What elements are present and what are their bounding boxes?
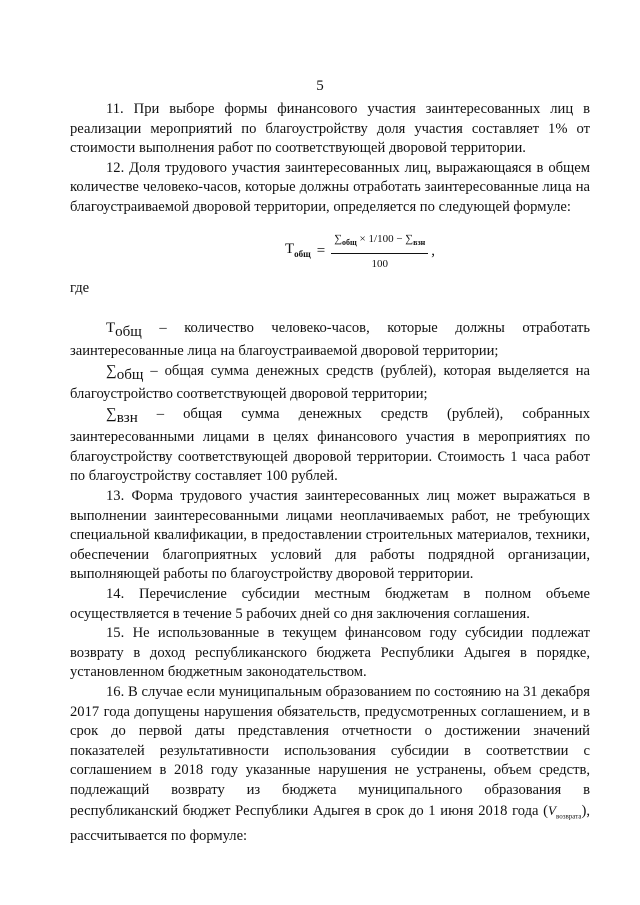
page-number: 5 [316,78,324,94]
formula-fraction [331,230,428,275]
def2-text: – общая сумма денежных средств (рублей), которая выделяется на благоустройство соответствующей дворовой территории; [70,362,590,403]
formula-times: × [356,232,369,245]
def3-symbol: ∑ [106,405,117,422]
formula-sigma-total: ∑ [334,232,343,245]
def3-text: – общая сумма денежных средств (рублей), собранных заинтересованными лицами в целях финансового участия в мероприятиях по благоустройству соответствующей дворовой территории. Стоимость 1 часа работ по благоустройству составляет 100 рублей. [70,405,590,485]
v-return-letter: V [548,802,556,818]
paragraph-15: 15. Не использованные в текущем финансовом году субсидии подлежат возврату в доход республиканского бюджета Республики Адыгея в порядке, установленном бюджетным законодательством. [70,625,590,681]
formula-equals: = [316,243,326,260]
formula-numerator [331,230,428,255]
def2-symbol: ∑ [106,362,117,379]
formula-one-hundredth: 1/100 [368,232,394,245]
formula-lhs-symbol: Т [284,240,295,257]
v-return-subscript: возврата [555,812,582,821]
formula-sigma-contrib: ∑ [405,232,414,245]
paragraph-14: 14. Перечисление субсидии местным бюджетам в полном объеме осуществляется в течение 5 рабочих дней со дня заключения соглашения. [70,585,590,622]
def2-subscript: общ [116,366,144,383]
def1-subscript: общ [115,323,142,340]
formula-lhs [285,240,311,265]
def3-subscript: взн [116,409,138,426]
document-body [70,100,590,846]
formula-lhs-subscript: общ [294,248,311,259]
definition-sum-contrib [70,405,590,487]
definition-sum-total [70,362,590,405]
formula-comma: , [431,243,436,260]
formula-minus: − [393,232,406,245]
v-return-symbol [548,802,582,821]
formula-sigma-contrib-sub: взн [413,237,426,247]
p16-text: 16. В случае если муниципальным образованием по состоянию на 31 декабря 2017 года допущены нарушения обязательств, предусмотренных соглашением, и в срок до первой даты представления отчетности о достижении значений показателей результативности использования субсидии в соответствии с соглашением в 2018 году указанные нарушения не устранены, объем средств, подлежащий возврату из бюджета муниципального образования в республиканский бюджет Республики Адыгея в срок до 1 июня 2018 года ( [70,683,590,819]
paragraph-16 [70,683,590,846]
paragraph-12: 12. Доля трудового участия заинтересованных лиц, выражающаяся в общем количестве человеко-часов, которые должны отработать заинтересованные лица на благоустраиваемой дворовой территории, определяется по следующей формуле: [70,159,590,215]
where-label: где [70,279,90,296]
def1-symbol: Т [106,319,116,336]
formula-labor-hours [130,230,590,275]
paragraph-11: 11. При выборе формы финансового участия заинтересованных лиц в реализации мероприятий по благоустройству доля участия составляет 1% от стоимости выполнения работ по соответствующей дворовой территории. [70,101,590,157]
formula-sigma-total-sub: общ [342,237,357,247]
paragraph-13: 13. Форма трудового участия заинтересованных лиц может выражаться в выполнении заинтересованными лицами неоплачиваемых работ, не требующих специальной квалификации, в предоставлении строительных материалов, техники, обеспечении благоприятных условий для работы подрядной организации, выполняющей работы по благоустройству дворовой территории. [70,488,590,583]
p16-tail: ), рассчитывается по формуле: [70,802,590,844]
formula-denominator: 100 [371,258,388,271]
definition-t-total [70,319,590,362]
def1-text: – количество человеко-часов, которые должны отработать заинтересованные лица на благоустраиваемой дворовой территории; [70,319,590,360]
